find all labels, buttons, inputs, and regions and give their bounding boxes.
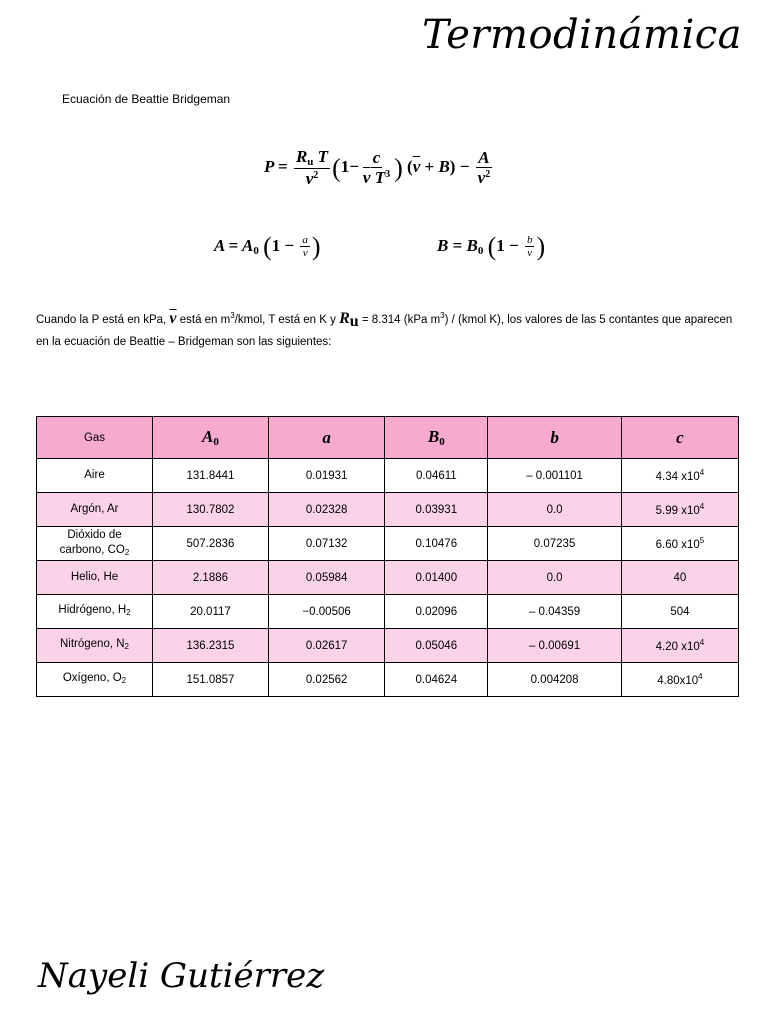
header-a: a: [268, 417, 385, 459]
cell-a0: 130.7802: [153, 493, 269, 527]
c-mantissa: 4.80x10: [657, 675, 699, 687]
gas-name-sub: 2: [124, 547, 130, 557]
cell-gas: [37, 527, 153, 561]
author-signature: Nayeli Gutiérrez: [38, 956, 325, 996]
b-eq-lhs: B: [437, 235, 449, 255]
cell-c: [621, 493, 738, 527]
c-mantissa: 504: [670, 605, 690, 618]
header-a0-sub: 0: [213, 436, 219, 448]
a-eq-sub: 0: [253, 244, 259, 257]
a-eq-minus: −: [284, 235, 295, 255]
cell-c: [621, 561, 738, 595]
cell-c: [621, 527, 738, 561]
para-sup-1: 3: [230, 311, 235, 320]
cell-gas: [37, 663, 153, 697]
cell-b0: 0.02096: [385, 595, 488, 629]
para-vbar: $\overline{v}$: [169, 309, 177, 327]
cell-a: 0.02328: [268, 493, 385, 527]
gas-name-text: Nitrógeno, N: [59, 638, 125, 650]
para-text-1: Cuando la P está en kPa,: [36, 313, 170, 326]
table-row: [37, 595, 739, 629]
b-equation: $B = B_0$ (1 − $\frac{b}{v}$ ): [437, 232, 546, 261]
cell-a0: 131.8441: [153, 459, 269, 493]
cell-b0: 0.04611: [385, 459, 488, 493]
gas-name-text: Oxígeno, O: [62, 672, 122, 684]
cell-b: 0.0: [488, 493, 622, 527]
section-title: Ecuación de Beattie Bridgeman: [62, 92, 231, 106]
eq-minus: −: [349, 157, 359, 177]
cell-b: 0.07235: [488, 527, 622, 561]
cell-a: −0.00506: [268, 595, 385, 629]
cell-a: 0.02562: [268, 663, 385, 697]
header-b: b: [488, 417, 622, 459]
cell-c: [621, 663, 738, 697]
cell-gas: [37, 459, 153, 493]
table-row: [37, 663, 739, 697]
cell-a: 0.07132: [268, 527, 385, 561]
para-text-4: = 8.314 (kPa m: [358, 313, 441, 326]
a-eq-fraction: [300, 234, 310, 260]
header-gas: Gas: [37, 417, 153, 459]
cell-a0: 20.0117: [153, 595, 269, 629]
c-exponent: 4: [699, 468, 705, 477]
beattie-bridgeman-equation: P = $\frac{R_u T}{\overline{v}^2}$ (1− $\frac{c}{\overline{v} T^3}$ ) $(\overline{v} + B)$ − $\frac{A}{\overline{v}^2}$: [264, 147, 491, 189]
eq-equals: =: [278, 157, 288, 177]
a-eq-equals: =: [228, 235, 239, 255]
frac-den-t-sup: 3: [385, 169, 391, 181]
para-text-3: /kmol, T está en K y: [234, 313, 340, 326]
gas-name-text: Hidrógeno, H: [58, 604, 127, 616]
table-header-row: [37, 417, 739, 459]
frac-den-t: T: [374, 168, 386, 188]
c-exponent: 5: [699, 536, 705, 545]
page-title: Termodinámica: [422, 12, 742, 58]
cell-b0: 0.10476: [385, 527, 488, 561]
frac-den-sup: 2: [313, 170, 319, 182]
frac-den-v3: $\overline{v}$: [477, 168, 486, 188]
cell-a: 0.02617: [268, 629, 385, 663]
description-paragraph: [36, 306, 742, 352]
frac-num-r-sub: u: [307, 156, 314, 168]
table-row: [37, 561, 739, 595]
a-eq-num: a: [302, 234, 308, 247]
cell-b0: 0.01400: [385, 561, 488, 595]
c-mantissa: 4.20 x10: [655, 641, 700, 653]
frac-num-r: R: [295, 147, 308, 166]
eq-minus2: −: [459, 157, 470, 177]
b-eq-equals: =: [452, 235, 463, 255]
para-text-5: ) / (kmol K), los valores de las 5 contantes que aparecen en la ecuación de Beattie – Bridgeman son las siguientes:: [36, 313, 733, 348]
cell-b0: 0.03931: [385, 493, 488, 527]
cell-a: 0.01931: [268, 459, 385, 493]
frac-num-c: c: [372, 147, 381, 167]
fraction-a-v2: [476, 149, 493, 188]
cell-gas: [37, 493, 153, 527]
cell-b: 0.0: [488, 561, 622, 595]
b-eq-den: v: [527, 247, 533, 260]
b-eq-sub: 0: [477, 244, 484, 257]
frac-den-v2: $\overline{v}$: [362, 168, 371, 188]
cell-gas: [37, 629, 153, 663]
c-exponent: 4: [698, 672, 703, 681]
table-row: [37, 527, 739, 561]
c-mantissa: 5.99 x10: [655, 505, 700, 517]
cell-c: [621, 595, 738, 629]
fraction-c-vt3: [361, 149, 392, 188]
constants-table: [36, 416, 739, 697]
cell-a0: 151.0857: [153, 663, 269, 697]
para-r-sub: u: [349, 312, 359, 330]
cell-c: [621, 629, 738, 663]
frac-num-t: T: [317, 147, 329, 166]
a-equation: $A = A_0$ (1 − $\frac{a}{v}$ ): [214, 232, 321, 261]
a-eq-den: v: [302, 247, 308, 260]
c-mantissa: 40: [673, 571, 687, 584]
frac-num-a: A: [478, 147, 490, 167]
cell-a0: 507.2836: [153, 527, 269, 561]
cell-c: [621, 459, 738, 493]
header-b0: [385, 417, 488, 459]
cell-a: 0.05984: [268, 561, 385, 595]
para-text-2: está en m: [176, 313, 231, 326]
cell-gas: [37, 561, 153, 595]
gas-name-sub: 2: [124, 642, 129, 651]
table-row: [37, 459, 739, 493]
gas-name-line2: carbono, CO: [59, 543, 125, 556]
cell-b: – 0.001101: [488, 459, 622, 493]
term-v: $\overline{v}$: [412, 157, 421, 177]
a-eq-one: 1: [271, 235, 281, 255]
eq-one: 1: [340, 157, 350, 177]
header-c: c: [621, 417, 738, 459]
c-exponent: 4: [699, 502, 705, 511]
gas-name-text: Helio, He: [70, 571, 119, 583]
para-r: R: [339, 309, 350, 327]
cell-gas: [37, 595, 153, 629]
header-b0-sub: 0: [439, 436, 445, 448]
table-row: [37, 493, 739, 527]
b-eq-num: b: [526, 234, 533, 247]
gas-name-text: Dióxido de: [67, 528, 122, 541]
b-eq-one: 1: [496, 235, 505, 255]
fraction-rut-v2: [294, 148, 330, 189]
a-eq-lhs: A: [214, 235, 225, 255]
table-row: [37, 629, 739, 663]
header-b0-letter: B: [427, 427, 440, 446]
gas-name-sub: 2: [121, 676, 127, 685]
term-plus: +: [424, 157, 435, 177]
cell-b: 0.004208: [488, 663, 622, 697]
cell-b0: 0.04624: [385, 663, 488, 697]
header-a0: [153, 417, 269, 459]
b-eq-minus: −: [509, 235, 519, 255]
c-mantissa: 4.34 x10: [655, 471, 700, 483]
para-sup-2: 3: [440, 311, 445, 320]
header-a0-letter: A: [202, 427, 214, 446]
cell-a0: 136.2315: [153, 629, 269, 663]
frac-den-v: $\overline{v}$: [305, 169, 314, 189]
cell-b: – 0.04359: [488, 595, 622, 629]
cell-b: – 0.00691: [488, 629, 622, 663]
c-exponent: 4: [699, 638, 705, 647]
gas-name-text: Argón, Ar: [70, 503, 119, 515]
cell-b0: 0.05046: [385, 629, 488, 663]
cell-a0: 2.1886: [153, 561, 269, 595]
a-eq-a: A: [241, 235, 254, 255]
b-eq-b: B: [466, 235, 478, 255]
gas-name-text: Aire: [84, 469, 105, 481]
frac-den-v3-sup: 2: [485, 169, 491, 181]
gas-name-sub: 2: [126, 608, 131, 617]
b-eq-fraction: [525, 234, 535, 260]
eq-lhs: P: [264, 157, 274, 177]
term-b: B: [438, 157, 450, 177]
c-mantissa: 6.60 x10: [655, 539, 700, 551]
